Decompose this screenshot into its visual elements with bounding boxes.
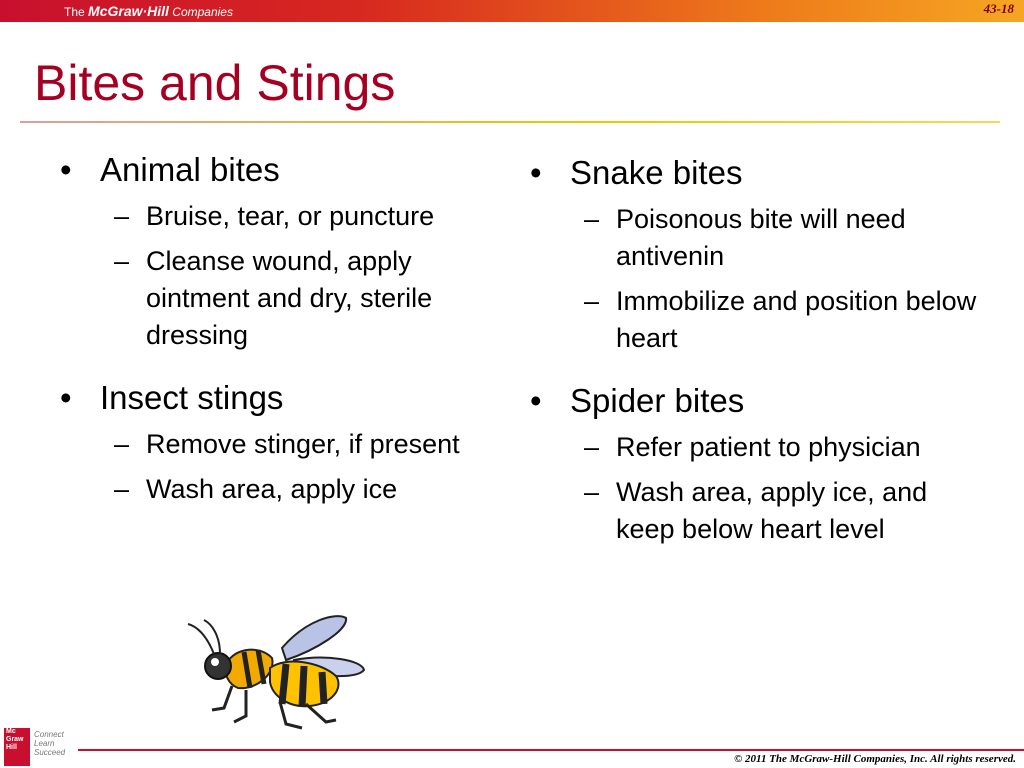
subbullet-text: Cleanse wound, apply ointment and dry, sterile dressing bbox=[146, 246, 433, 350]
subbullet-text: Poisonous bite will need antivenin bbox=[616, 204, 906, 271]
subbullet-marker: – bbox=[584, 204, 600, 234]
subbullet-text: Bruise, tear, or puncture bbox=[146, 201, 435, 231]
logo-line: Hill bbox=[6, 744, 17, 751]
title-divider bbox=[20, 121, 1000, 123]
subbullet bbox=[100, 426, 500, 463]
subbullet-text: Immobilize and position below heart bbox=[616, 286, 977, 353]
footer-divider bbox=[78, 749, 1024, 751]
subbullet-marker: – bbox=[114, 246, 130, 276]
subbullet-marker: – bbox=[114, 474, 130, 504]
bullet-marker: • bbox=[530, 382, 542, 419]
tagline bbox=[34, 730, 78, 757]
bullet-label: Animal bites bbox=[100, 151, 280, 188]
copyright-notice: © 2011 The McGraw-Hill Companies, Inc. All rights reserved. bbox=[734, 753, 1016, 765]
tagline-line: Connect bbox=[34, 730, 64, 739]
subbullet bbox=[570, 474, 980, 548]
subbullet-marker: – bbox=[584, 477, 600, 507]
bullet-label: Spider bites bbox=[570, 382, 745, 419]
bullet-marker: • bbox=[530, 154, 542, 191]
bullet-animal-bites bbox=[60, 150, 500, 354]
subbullet-marker: – bbox=[584, 286, 600, 316]
subbullet bbox=[570, 283, 980, 357]
subbullet bbox=[100, 471, 500, 508]
slide-title: Bites and Stings bbox=[34, 55, 396, 111]
brand-prefix: The bbox=[64, 5, 85, 19]
slide-number: 43-18 bbox=[983, 1, 1014, 16]
bullet-label: Insect stings bbox=[100, 379, 284, 416]
subbullet bbox=[100, 243, 500, 354]
logo-line: Graw bbox=[6, 736, 24, 743]
subbullet-text: Remove stinger, if present bbox=[146, 429, 460, 459]
header-bar bbox=[0, 0, 1024, 22]
right-column bbox=[530, 153, 980, 572]
logo-line: Mc bbox=[6, 728, 16, 735]
bullet-snake-bites bbox=[530, 153, 980, 357]
bullet-spider-bites bbox=[530, 381, 980, 548]
bullet-label: Snake bites bbox=[570, 154, 743, 191]
bullet-insect-stings bbox=[60, 378, 500, 508]
bee-icon bbox=[186, 612, 381, 730]
subbullet-marker: – bbox=[584, 432, 600, 462]
subbullet bbox=[570, 429, 980, 466]
subbullet bbox=[100, 198, 500, 235]
left-column bbox=[60, 150, 500, 532]
brand-suffix: Companies bbox=[172, 5, 233, 19]
brand-wordmark bbox=[64, 2, 233, 21]
subbullet-text: Wash area, apply ice bbox=[146, 474, 398, 504]
brand-name: McGraw·Hill bbox=[88, 3, 169, 19]
subbullet-marker: – bbox=[114, 429, 130, 459]
tagline-line: Learn bbox=[34, 739, 55, 748]
bullet-marker: • bbox=[60, 379, 72, 416]
tagline-line: Succeed bbox=[34, 748, 66, 757]
subbullet bbox=[570, 201, 980, 275]
bullet-marker: • bbox=[60, 151, 72, 188]
subbullet-text: Wash area, apply ice, and keep below heart level bbox=[616, 477, 928, 544]
subbullet-marker: – bbox=[114, 201, 130, 231]
subbullet-text: Refer patient to physician bbox=[616, 432, 921, 462]
mcgraw-hill-logo bbox=[4, 728, 30, 766]
